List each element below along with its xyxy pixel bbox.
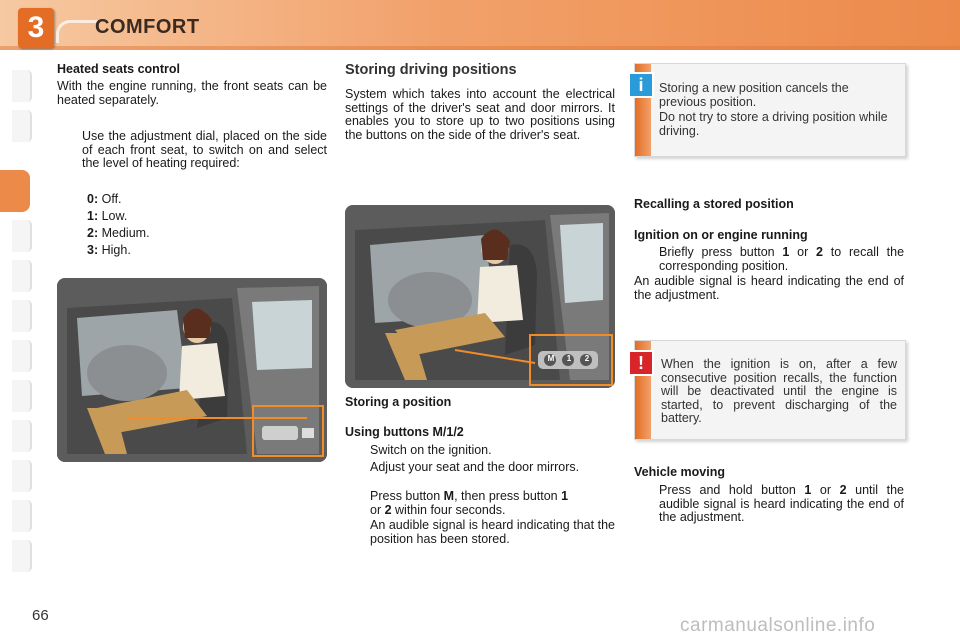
text-fragment: until the audible signal is heard indicating the end of the adjustment. [659,483,904,524]
chapter-tabs [0,62,34,577]
text-fragment: to recall the corresponding position. [659,245,905,273]
storing-position-subtitle: Storing a position [345,395,452,409]
storing-after-text: An audible signal is heard indicating that the position has been stored. [370,518,615,546]
chapter-tab[interactable] [12,540,32,572]
text-fragment: Press and hold button [659,483,805,497]
memory-button-m: M [547,354,555,363]
page-number: 66 [32,607,49,624]
chapter-tab[interactable] [12,260,32,292]
level-value: High. [101,243,131,257]
ignition-title: Ignition on or engine running [634,228,808,242]
chapter-tab[interactable] [12,300,32,332]
chapter-tab[interactable] [12,460,32,492]
button-ref-2: 2 [816,245,823,259]
text-fragment: or [789,245,817,259]
button-ref-1: 1 [561,489,569,503]
button-ref-1: 1 [804,483,812,497]
memory-seat-illustration [345,205,615,388]
recall-after-text: An audible signal is heard indicating the end of the adjustment. [634,274,904,302]
level-key: 3: [87,243,99,257]
chapter-tab[interactable] [12,110,32,142]
level-value: Medium. [101,226,150,240]
level-3 [87,244,131,258]
moving-bullet-text [659,484,904,525]
level-2 [87,227,150,241]
watermark[interactable]: carmanualsonline.info [680,615,876,636]
chapter-number: 3 [18,8,54,48]
text-fragment: , then press button [454,489,562,503]
button-ref-1: 1 [782,245,790,259]
heated-seats-title: Heated seats control [57,62,180,76]
chapter-tab-active[interactable] [0,170,30,212]
warning-icon: ! [628,350,654,376]
chapter-tab[interactable] [12,340,32,372]
info-text-1: Storing a new position cancels the previous position. [659,81,849,109]
chapter-tab[interactable] [12,420,32,452]
button-ref-2: 2 [839,483,847,497]
memory-button-1: 1 [566,354,572,363]
info-icon: i [628,72,654,98]
warning-text: When the ignition is on, after a few consecutive position recalls, the function will be deactivated until the engine is started, to prevent discharging of the battery. [661,357,897,425]
text-fragment: or [811,483,840,497]
level-0 [87,193,122,207]
heated-seat-illustration [57,278,327,462]
heated-seats-intro: With the engine running, the front seats can be heated separately. [57,79,327,107]
header-swoosh [56,20,99,43]
storing-title: Storing driving positions [345,62,517,78]
info-text-2: Do not try to store a driving position while driving. [659,110,888,138]
page-title: COMFORT [95,16,200,38]
level-value: Off. [101,192,122,206]
chapter-tab[interactable] [12,500,32,532]
level-1 [87,210,127,224]
recall-title: Recalling a stored position [634,197,794,211]
level-key: 0: [87,192,99,206]
heated-seats-bullet-text: Use the adjustment dial, placed on the side of each front seat, to switch on and select the level of heating required: [82,129,327,170]
level-key: 2: [87,226,99,240]
text-fragment: or [370,502,385,517]
warning-note [634,340,906,440]
storing-bullet-1-text: Switch on the ignition. [370,443,492,457]
text-fragment: Briefly press button [659,245,783,259]
text-fragment: Press button [370,489,444,503]
chapter-tab[interactable] [12,380,32,412]
header-shade [0,46,960,50]
recall-bullet-text [659,246,904,273]
using-buttons-subtitle: Using buttons M/1/2 [345,425,464,439]
chapter-tab[interactable] [12,70,32,102]
chapter-tab[interactable] [12,220,32,252]
vehicle-moving-title: Vehicle moving [634,465,726,479]
text-fragment: within four seconds. [391,502,506,517]
level-value: Low. [101,209,128,223]
info-note [634,63,906,157]
storing-intro: System which takes into account the electrical settings of the driver's seat and door mirrors. It enables you to store up to two positions using the buttons on the side of the driver's seat. [345,87,615,142]
storing-bullet-3-text [370,490,615,517]
button-ref-m: M [443,489,455,503]
level-key: 1: [87,209,99,223]
memory-button-2: 2 [584,354,590,363]
storing-bullet-2-text: Adjust your seat and the door mirrors. [370,460,580,474]
button-ref-2: 2 [384,502,392,517]
